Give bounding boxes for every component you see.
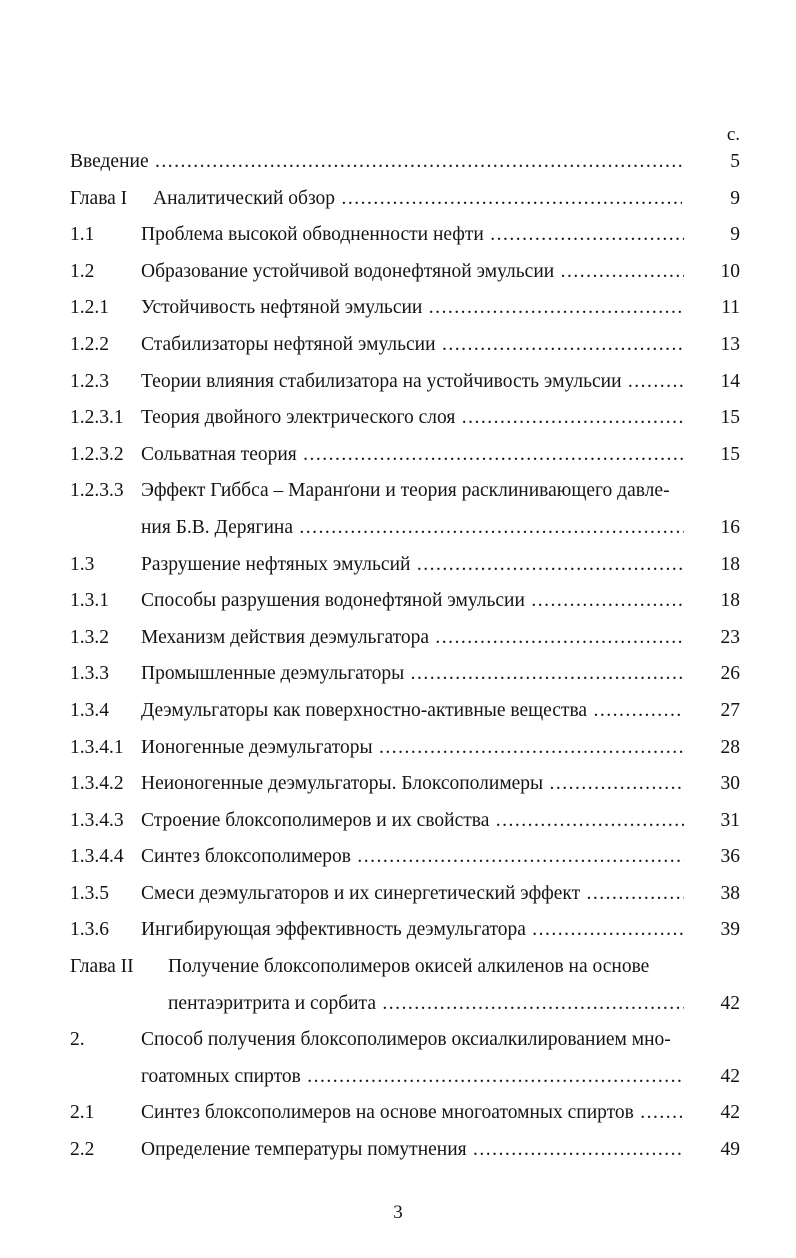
- toc-entry-title: Деэмульгаторы как поверхностно-активные вещества .....: [141, 693, 684, 730]
- toc-entry-number: 1.3: [70, 553, 95, 575]
- toc-entry: [70, 949, 740, 986]
- toc-entry-number: 1.1: [70, 224, 95, 246]
- toc-entry-number: 1.3.4: [70, 699, 109, 721]
- toc-entry-number: 1.3.3: [70, 663, 109, 685]
- toc-entry-title: Устойчивость нефтяной эмульсии .....: [141, 290, 684, 327]
- toc-entry-page: 11: [721, 297, 740, 319]
- toc-entry-page: 27: [720, 699, 740, 721]
- toc-entry: [70, 583, 740, 620]
- toc-entry-page: 30: [720, 773, 740, 795]
- toc-entry: [70, 803, 740, 840]
- toc-entry-title: Ингибирующая эффективность деэмульгатора .....: [141, 912, 684, 949]
- toc-entry: [70, 547, 740, 584]
- toc-entry-number: 1.3.6: [70, 919, 109, 941]
- toc-entry-page: 5: [730, 151, 740, 172]
- toc-entry-continuation: [70, 510, 740, 547]
- toc-entry-page: 42: [720, 1102, 740, 1124]
- toc-entry-page: 23: [720, 626, 740, 648]
- toc-entry-page: 42: [720, 1065, 740, 1087]
- toc-entry-page: 15: [720, 443, 740, 465]
- toc-entry: [70, 327, 740, 364]
- toc-entry-page: 38: [720, 882, 740, 904]
- toc-entry-title: Способы разрушения водонефтяной эмульсии .....: [141, 583, 684, 620]
- toc-entry-title-cont: гоатомных спиртов .....: [141, 1059, 684, 1096]
- toc-entry-title: Промышленные деэмульгаторы .....: [141, 656, 684, 693]
- toc-entry-number: 2.: [70, 1029, 85, 1051]
- toc-entry-title: Теория двойного электрического слоя .....: [141, 400, 684, 437]
- toc-entry-number: Глава II: [70, 956, 134, 978]
- toc-entry-title: Аналитический обзор .....: [153, 181, 682, 218]
- toc-entry: [70, 730, 740, 767]
- toc-entry-title: Механизм действия деэмульгатора .....: [141, 620, 684, 657]
- toc-entry-title-cont: ния Б.В. Дерягина .....: [141, 510, 684, 547]
- toc-entry-number: 1.3.2: [70, 626, 109, 648]
- toc-entry: [70, 364, 740, 401]
- toc-entry-title: Строение блоксополимеров и их свойства .....: [141, 803, 684, 840]
- toc-entry-page: 36: [720, 846, 740, 868]
- toc-entry-title: Ионогенные деэмульгаторы .....: [141, 730, 684, 767]
- toc-entry-number: 1.3.4.3: [70, 809, 124, 831]
- toc-entry-page: 13: [720, 333, 740, 355]
- toc-entry: [70, 693, 740, 730]
- toc-entry-number: 1.2.3.3: [70, 480, 124, 502]
- toc-entry-number: 1.2.2: [70, 333, 109, 355]
- toc-entry: [70, 473, 740, 510]
- toc-entry-title-cont: пентаэритрита и сорбита .....: [168, 986, 684, 1023]
- toc-entry-title: Проблема высокой обводненности нефти .....: [141, 217, 684, 254]
- toc-entry-title: Разрушение нефтяных эмульсий .....: [141, 547, 684, 584]
- toc-entry-page: 18: [720, 553, 740, 575]
- toc-entry: [70, 144, 740, 181]
- toc-entry-number: 1.3.4.4: [70, 846, 124, 868]
- toc-entry-number: 1.3.5: [70, 882, 109, 904]
- toc-entry-number: 1.2.1: [70, 297, 109, 319]
- toc-entry-title: Получение блоксополимеров окисей алкиленов на основе: [168, 956, 650, 978]
- toc-entry-number: 1.2.3.2: [70, 443, 124, 465]
- toc-entry: [70, 400, 740, 437]
- toc-entry-page: 9: [730, 224, 740, 246]
- toc-entry-title: Образование устойчивой водонефтяной эмульсии .....: [141, 254, 684, 291]
- toc-entry-title: Неионогенные деэмульгаторы. Блоксополимеры .....: [141, 766, 684, 803]
- toc-entry: [70, 839, 740, 876]
- toc-entry-number: 1.3.4.1: [70, 736, 124, 758]
- page-column-header: с.: [726, 124, 740, 145]
- toc-entry-number: Глава I: [70, 187, 128, 209]
- toc-entry-page: 31: [720, 809, 740, 831]
- toc-entry-title: Определение температуры помутнения .....: [141, 1132, 684, 1169]
- toc-entry-page: 26: [720, 663, 740, 685]
- toc-entry: [70, 1022, 740, 1059]
- toc-entry-page: 39: [720, 919, 740, 941]
- toc-entry-title: Теории влияния стабилизатора на устойчивость эмульсии .....: [141, 364, 684, 401]
- toc-entry-title: Смеси деэмульгаторов и их синергетический эффект .....: [141, 876, 684, 913]
- toc-entry-title: Введение .....: [70, 144, 682, 181]
- page-number: 3: [393, 1202, 403, 1223]
- toc-entry: [70, 876, 740, 913]
- toc-entry-continuation: [70, 1059, 740, 1096]
- toc-entry: [70, 620, 740, 657]
- toc-entry-page: 9: [730, 187, 740, 209]
- toc-entry: [70, 437, 740, 474]
- toc-entry: [70, 656, 740, 693]
- toc-entry: [70, 1132, 740, 1169]
- toc-entry-page: 16: [720, 516, 740, 538]
- toc-entry-title: Синтез блоксополимеров на основе многоатомных спиртов .....: [141, 1095, 684, 1132]
- toc-entry-page: 42: [720, 992, 740, 1014]
- toc-entry-number: 1.2.3: [70, 370, 109, 392]
- toc-entry-title: Стабилизаторы нефтяной эмульсии .....: [141, 327, 684, 364]
- toc-entry: [70, 1095, 740, 1132]
- toc-entry-title: Эффект Гиббса – Маранґони и теория расклинивающего давле-: [141, 480, 670, 502]
- toc-entry-number: 1.3.4.2: [70, 773, 124, 795]
- toc-entry: [70, 912, 740, 949]
- toc-entry-page: 49: [720, 1139, 740, 1161]
- table-of-contents: [70, 144, 740, 1169]
- toc-entry-page: 10: [720, 260, 740, 282]
- toc-entry: [70, 766, 740, 803]
- toc-entry-page: 14: [720, 370, 740, 392]
- toc-entry-number: 2.2: [70, 1139, 95, 1161]
- toc-entry-continuation: [70, 986, 740, 1023]
- toc-entry-title: Синтез блоксополимеров .....: [141, 839, 684, 876]
- toc-entry-page: 15: [720, 407, 740, 429]
- toc-entry-page: 18: [720, 590, 740, 612]
- toc-entry-title: Способ получения блоксополимеров оксиалкилированием мно-: [141, 1029, 671, 1051]
- toc-entry-number: 1.2: [70, 260, 95, 282]
- toc-entry-title: Сольватная теория .....: [141, 437, 684, 474]
- toc-entry: [70, 217, 740, 254]
- toc-entry-number: 1.2.3.1: [70, 407, 124, 429]
- toc-entry-number: 2.1: [70, 1102, 95, 1124]
- toc-entry-number: 1.3.1: [70, 590, 109, 612]
- toc-entry: [70, 181, 740, 218]
- toc-entry: [70, 290, 740, 327]
- toc-entry-page: 28: [720, 736, 740, 758]
- toc-entry: [70, 254, 740, 291]
